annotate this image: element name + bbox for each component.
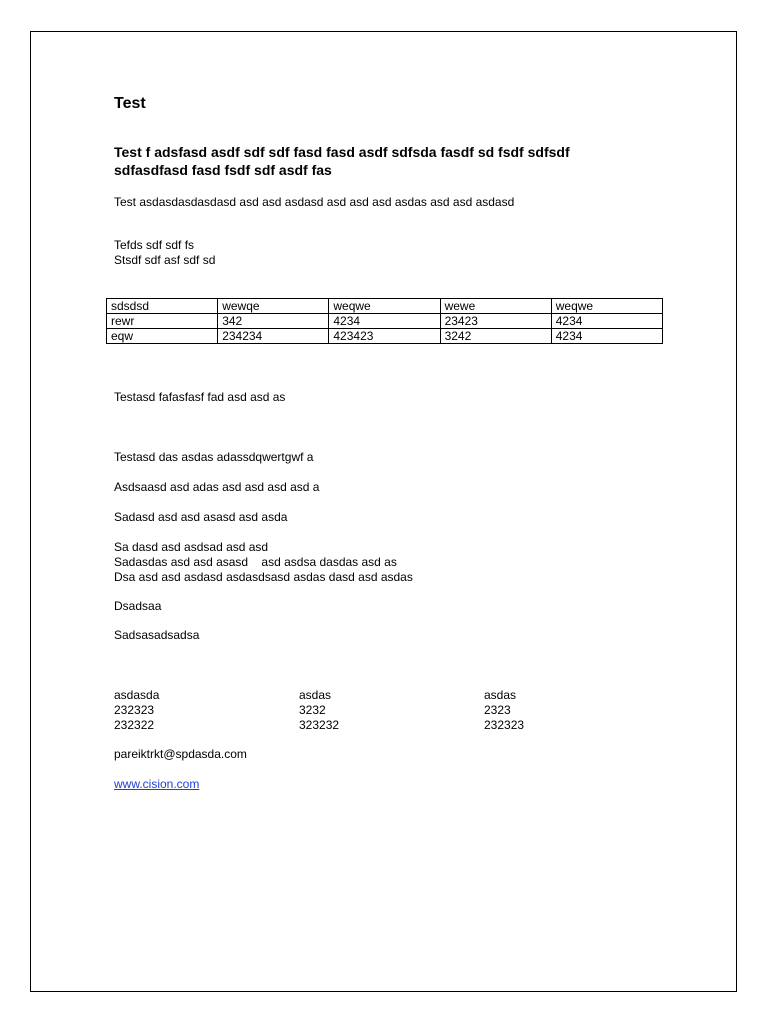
email-text: pareiktrkt@spdasda.com bbox=[114, 747, 247, 761]
column-value: asdasda bbox=[114, 688, 160, 702]
document-page bbox=[30, 31, 737, 992]
heading-line: Test f adsfasd asdf sdf sdf fasd fasd asdf sdfsda fasdf sd fsdf sdfsdf bbox=[114, 144, 570, 160]
website-link[interactable]: www.cision.com bbox=[114, 777, 200, 791]
document-heading bbox=[114, 143, 570, 179]
paragraph-lines bbox=[114, 540, 413, 585]
table-cell: eqw bbox=[107, 329, 218, 344]
column-value: 2323 bbox=[484, 703, 511, 717]
text-line: Sa dasd asd asdsad asd asd bbox=[114, 540, 269, 554]
table-row bbox=[107, 314, 663, 329]
column-value: 232323 bbox=[114, 703, 155, 717]
table-cell: 342 bbox=[218, 314, 329, 329]
table-cell: 423423 bbox=[329, 329, 440, 344]
column-value: 323232 bbox=[299, 718, 340, 732]
text-line: Sadasdas asd asd asasd asd asdsa dasdas asd as bbox=[114, 555, 397, 569]
website-line bbox=[114, 777, 199, 792]
value-column bbox=[114, 688, 159, 733]
table-cell: weqwe bbox=[329, 299, 440, 314]
column-value: asdas bbox=[299, 688, 332, 702]
paragraph: Asdsaasd asd adas asd asd asd asd a bbox=[114, 480, 320, 494]
paragraph: Sadsasadsadsa bbox=[114, 628, 200, 642]
paragraph: Testasd fafasfasf fad asd asd as bbox=[114, 390, 286, 404]
table-cell: 3242 bbox=[440, 329, 551, 344]
data-table bbox=[106, 298, 663, 344]
column-value: 232322 bbox=[114, 718, 155, 732]
table-cell: 4234 bbox=[329, 314, 440, 329]
column-value: 3232 bbox=[299, 703, 326, 717]
heading-line: sdfasdfasd fasd fsdf sdf asdf fas bbox=[114, 162, 332, 178]
table-cell: sdsdsd bbox=[107, 299, 218, 314]
table-cell: 4234 bbox=[551, 329, 662, 344]
table-cell: 234234 bbox=[218, 329, 329, 344]
paragraph-lines bbox=[114, 238, 215, 268]
table-row bbox=[107, 299, 663, 314]
table-cell: 4234 bbox=[551, 314, 662, 329]
text-line: Tefds sdf sdf fs bbox=[114, 238, 195, 252]
table-cell: rewr bbox=[107, 314, 218, 329]
paragraph: Dsadsaa bbox=[114, 599, 162, 613]
table-cell: wewqe bbox=[218, 299, 329, 314]
column-value: asdas bbox=[484, 688, 517, 702]
document-title: Test bbox=[114, 95, 146, 112]
paragraph: Test asdasdasdasdasd asd asd asdasd asd asd asd asdas asd asd asdasd bbox=[114, 195, 515, 209]
column-value: 232323 bbox=[484, 718, 525, 732]
text-line: Dsa asd asd asdasd asdasdsasd asdas dasd asd asdas bbox=[114, 570, 413, 584]
value-column bbox=[299, 688, 339, 733]
paragraph: Sadasd asd asd asasd asd asda bbox=[114, 510, 288, 524]
table-cell: wewe bbox=[440, 299, 551, 314]
value-column bbox=[484, 688, 524, 733]
text-line: Stsdf sdf asf sdf sd bbox=[114, 253, 216, 267]
table-row bbox=[107, 329, 663, 344]
table-cell: 23423 bbox=[440, 314, 551, 329]
table-cell: weqwe bbox=[551, 299, 662, 314]
paragraph: Testasd das asdas adassdqwertgwf a bbox=[114, 450, 314, 464]
